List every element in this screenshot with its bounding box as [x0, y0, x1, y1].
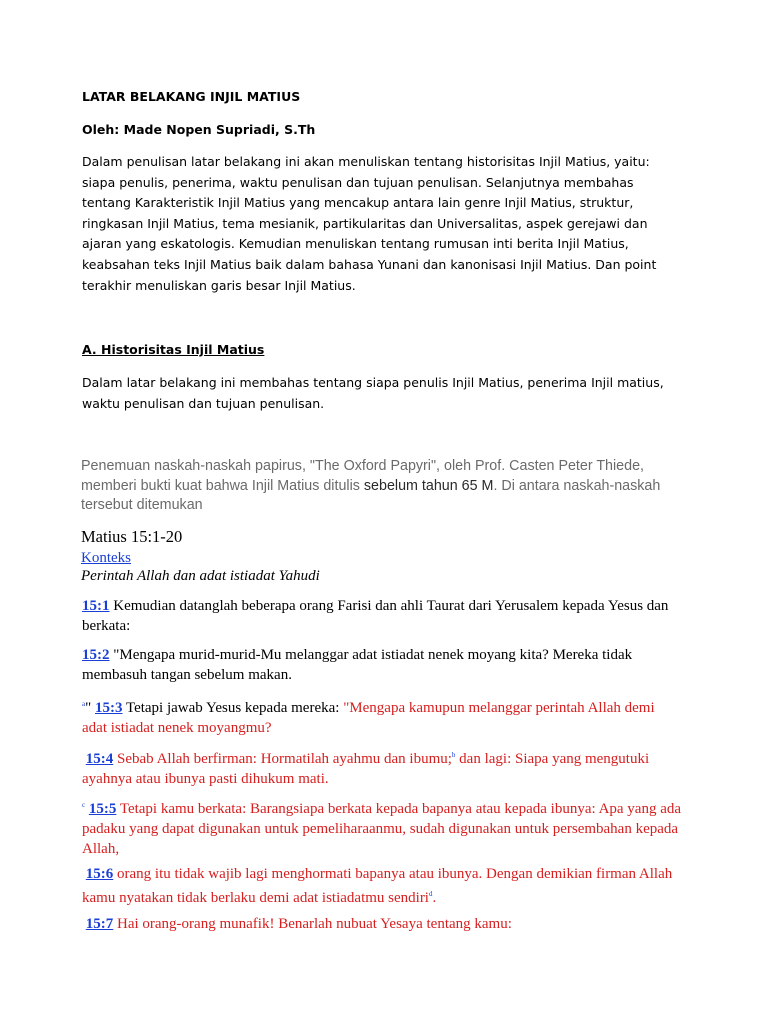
- verse-15-7: [82, 914, 682, 934]
- verse-ref-link[interactable]: 15:1: [82, 598, 110, 614]
- verse-heading: Matius 15:1-20: [81, 527, 183, 546]
- verse-15-4: [82, 745, 682, 789]
- papyri-text-1: Penemuan naskah-naskah papirus, "The Oxford Papyri", oleh Prof. Casten Peter Thiede, memberi bukti kuat bahwa Injil Matius ditulis: [81, 458, 645, 494]
- verse-ref-link[interactable]: 15:5: [88, 801, 117, 817]
- verse-text-cont: dan lagi: Siapa yang mengutuki ayahnya atau ibunya pasti dihukum mati.: [82, 751, 650, 787]
- pericope-subtitle: Perintah Allah dan adat istiadat Yahudi: [81, 568, 320, 584]
- verse-ref-link[interactable]: 15:3: [94, 700, 123, 716]
- verse-text: Hai orang-orang munafik! Benarlah nubuat Yesaya tentang kamu:: [113, 916, 512, 932]
- verse-text: Kemudian datanglah beberapa orang Farisi dan ahli Taurat dari Yerusalem kepada Yesus dan berkata:: [82, 598, 669, 634]
- papyri-highlight: sebelum tahun 65 M: [363, 477, 494, 494]
- verse-ref-link[interactable]: 15:7: [85, 916, 114, 932]
- verse-end: .: [432, 890, 437, 906]
- footnote-marker[interactable]: a: [82, 700, 86, 708]
- author-line: Oleh: Made Nopen Supriadi, S.Th: [82, 122, 316, 137]
- verse-text: "Mengapa murid-murid-Mu melanggar adat istiadat nenek moyang kita? Mereka tidak membasuh tangan sebelum makan.: [82, 647, 633, 683]
- verse-ref-link[interactable]: 15:2: [82, 647, 110, 663]
- verse-text: orang itu tidak wajib lagi menghormati bapanya atau ibunya. Dengan demikian firman Allah kamu nyatakan tidak berlaku demi adat istiadatmu sendiri: [82, 866, 673, 906]
- verse-text: Tetapi kamu berkata: Barangsiapa berkata kepada bapanya atau kepada ibunya: Apa yang ada padaku yang dapat digunakan untuk pemeliharaanmu, sudah digunakan untuk persembahan kepada Allah,: [82, 801, 682, 857]
- verse-15-1: [82, 596, 682, 636]
- verse-15-3: [82, 694, 682, 738]
- verse-ref-link[interactable]: 15:4: [85, 751, 114, 767]
- verse-15-6: [82, 864, 682, 908]
- papyri-text-3: . Di antara naskah-naskah tersebut ditemukan: [81, 477, 661, 514]
- page-title: LATAR BELAKANG INJIL MATIUS: [82, 89, 301, 104]
- footnote-marker[interactable]: b: [451, 751, 456, 759]
- verse-text: Sebab Allah berfirman: Hormatilah ayahmu dan ibumu;: [113, 751, 452, 767]
- papyri-paragraph: [81, 457, 701, 516]
- intro-paragraph: Dalam penulisan latar belakang ini akan menuliskan tentang historisitas Injil Matius, yaitu: siapa penulis, penerima, waktu penulisan dan tujuan penulisan. Selanjutnya membahas tentang Karakteristik Injil Matius yang mencakup antara lain genre Injil Matius, struktur, ringkasan Injil Matius, tema mesianik, partikularitas dan Universalitas, aspek gerejawi dan ajaran yang eskatologis. Kemudian menuliskan tentang rumusan inti berita Injil Matius, keabsahan teks Injil Matius baik dalam bahasa Yunani dan kanonisasi Injil Matius. Dan point terakhir menuliskan garis besar Injil Matius.: [82, 154, 657, 293]
- section-a-heading: A. Historisitas Injil Matius: [82, 342, 265, 357]
- verse-15-2: [82, 645, 682, 685]
- verse-text-red: "Mengapa kamupun melanggar perintah Allah demi adat istiadat nenek moyangmu?: [82, 700, 655, 736]
- verse-ref-link[interactable]: 15:6: [85, 866, 114, 882]
- verse-15-5: [82, 795, 682, 859]
- context-link[interactable]: Konteks: [81, 550, 131, 566]
- footnote-marker[interactable]: c: [82, 801, 86, 809]
- quote-mark: ": [85, 700, 95, 716]
- footnote-marker[interactable]: d: [428, 890, 433, 898]
- verse-text: Tetapi jawab Yesus kepada mereka:: [122, 700, 344, 716]
- section-a-paragraph: Dalam latar belakang ini membahas tentang siapa penulis Injil Matius, penerima Injil matius, waktu penulisan dan tujuan penulisan.: [82, 375, 664, 411]
